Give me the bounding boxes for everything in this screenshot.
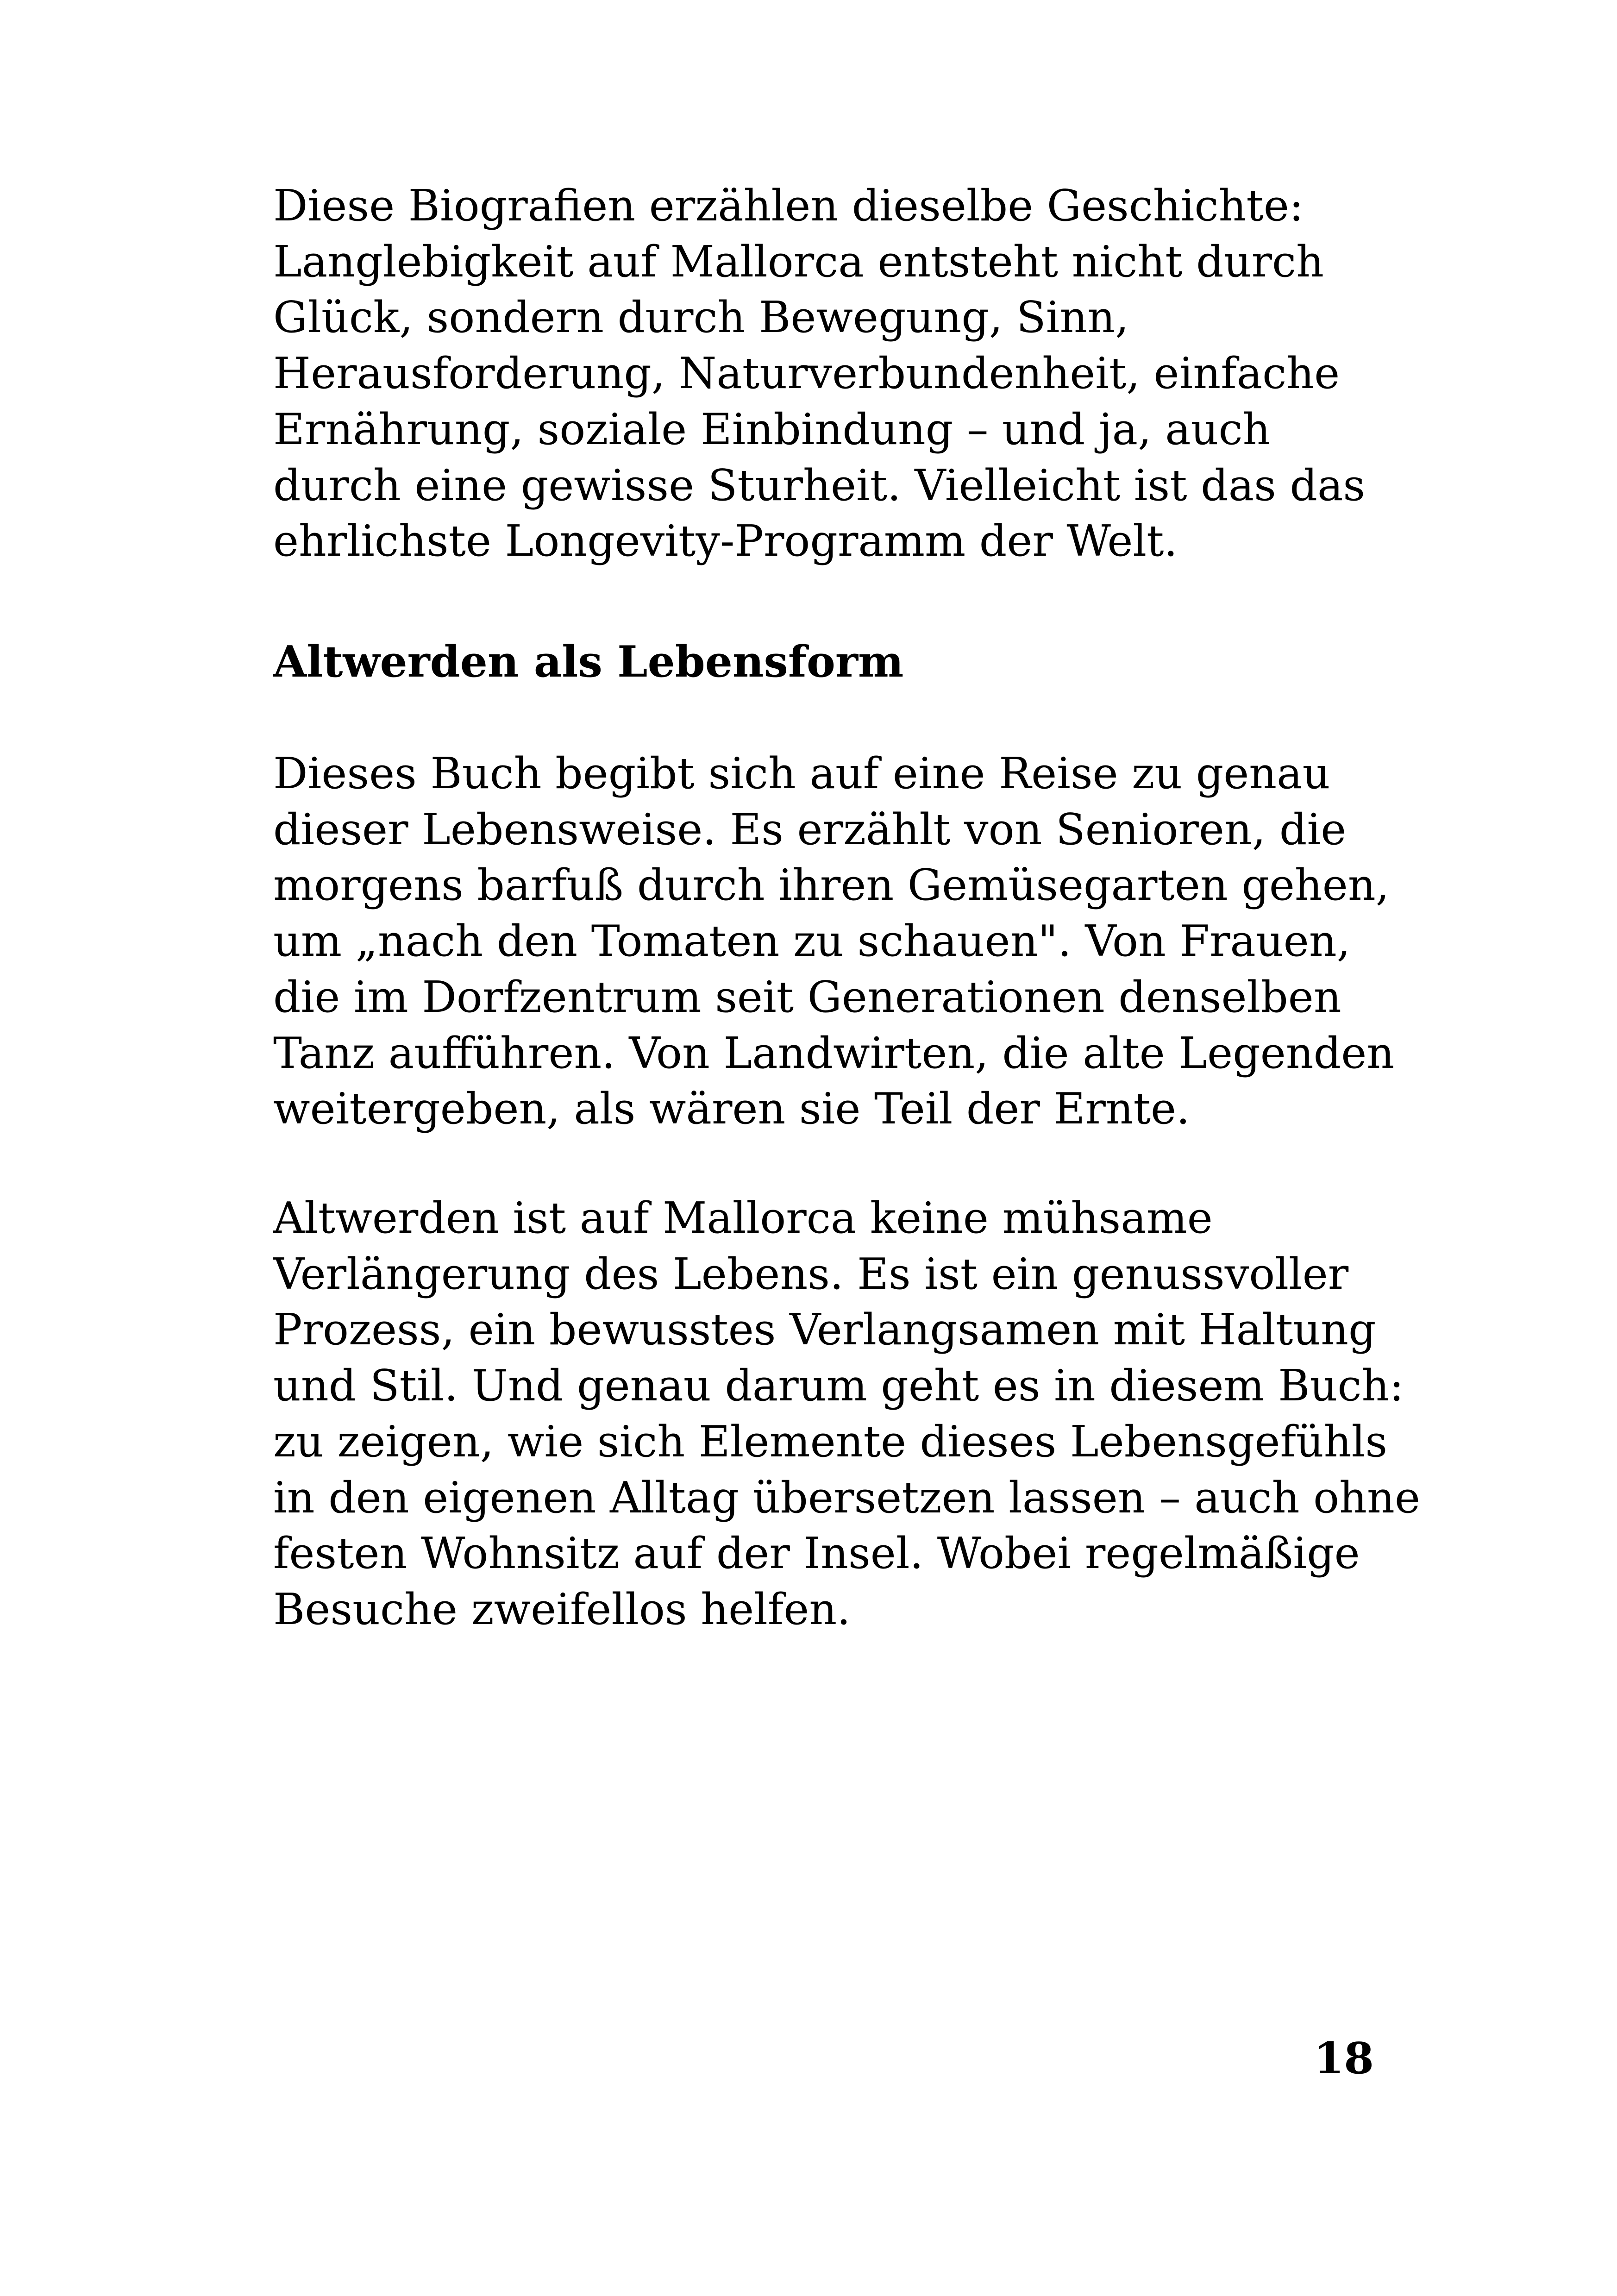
text-line: Glück, sondern durch Bewegung, Sinn, bbox=[273, 292, 1129, 343]
text-line: ehrlichste Longevity-Programm der Welt. bbox=[273, 516, 1178, 566]
text-line: um „nach den Tomaten zu schauen". Von Frauen, bbox=[273, 916, 1351, 966]
text-line: die im Dorfzentrum seit Generationen denselben bbox=[273, 972, 1341, 1022]
text-line: Diese Biografien erzählen dieselbe Geschichte: bbox=[273, 181, 1304, 231]
text-line: Verlängerung des Lebens. Es ist ein genussvoller bbox=[273, 1248, 1349, 1299]
text-line: dieser Lebensweise. Es erzählt von Senioren, die bbox=[273, 804, 1347, 854]
text-line: durch eine gewisse Sturheit. Vielleicht ist das das bbox=[273, 460, 1366, 510]
text-line: Langlebigkeit auf Mallorca entsteht nicht durch bbox=[273, 236, 1324, 287]
section-heading: Altwerden als Lebensform bbox=[273, 636, 904, 687]
text-line: Dieses Buch begibt sich auf eine Reise zu genau bbox=[273, 748, 1330, 798]
text-line: in den eigenen Alltag übersetzen lassen – auch ohne bbox=[273, 1472, 1420, 1523]
text-line: Ernährung, soziale Einbindung – und ja, auch bbox=[273, 404, 1271, 454]
text-line: weitergeben, als wären sie Teil der Ernte. bbox=[273, 1084, 1190, 1134]
text-line: und Stil. Und genau darum geht es in diesem Buch: bbox=[273, 1361, 1404, 1411]
text-line: morgens barfuß durch ihren Gemüsegarten gehen, bbox=[273, 860, 1390, 910]
text-line: Besuche zweifellos helfen. bbox=[273, 1584, 851, 1634]
page-number: 18 bbox=[1314, 2033, 1374, 2083]
text-line: Tanz aufführen. Von Landwirten, die alte Legenden bbox=[273, 1028, 1395, 1078]
text-line: Herausforderung, Naturverbundenheit, einfache bbox=[273, 348, 1340, 399]
text-line: zu zeigen, wie sich Elemente dieses Lebensgefühls bbox=[273, 1416, 1388, 1467]
text-line: Altwerden ist auf Mallorca keine mühsame bbox=[273, 1193, 1213, 1243]
paragraph-journey bbox=[273, 746, 1395, 1137]
text-line: festen Wohnsitz auf der Insel. Wobei regelmäßige bbox=[273, 1528, 1360, 1579]
text-line: Prozess, ein bewusstes Verlangsamen mit Haltung bbox=[273, 1305, 1376, 1355]
paragraph-aging bbox=[273, 1190, 1420, 1637]
paragraph-biographies bbox=[273, 178, 1375, 569]
